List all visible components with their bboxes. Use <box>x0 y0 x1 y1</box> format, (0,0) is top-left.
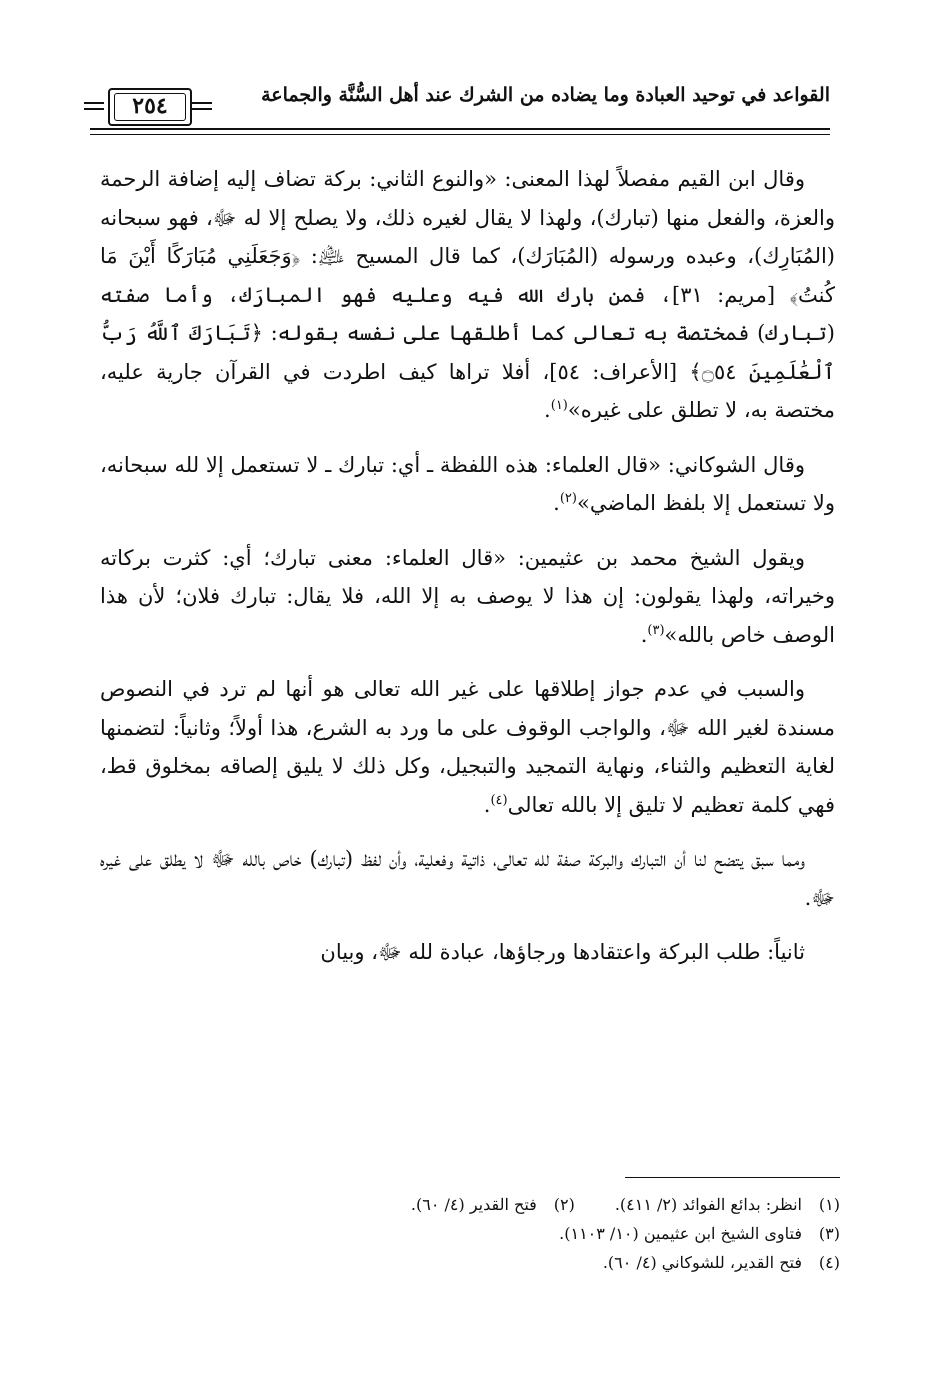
paragraph: ويقول الشيخ محمد بن عثيمين: «قال العلماء: معنى تبارك؛ أي: كثرت بركاته وخيراته، ولهذا يقولون: إن هذا لا يوصف به إلا الله، فلا يقال: تبارك فلان؛ لأن هذا الوصف خاص بالله»$^{(٣)}$. <box>100 545 835 647</box>
paragraph-text: وقال الشوكاني: «قال العلماء: هذه اللفظة ـ أي: تبارك ـ لا تستعمل إلا لله سبحانه، ولا تستعمل إلا بلفظ الماضي» <box>100 452 835 515</box>
footnote-item <box>100 1190 840 1219</box>
footnote-text: فتاوى الشيخ ابن عثيمين (١٠/ ١١٠٣). <box>559 1224 802 1243</box>
footnote-ref: (٣) <box>647 622 665 638</box>
paragraph-text: ثانياً: طلب البركة واعتقادها ورجاؤها، عبادة لله ﷻ، وبيان <box>320 940 805 964</box>
paragraph-text: ومما سبق يتضح لنا أن التبارك والبركة صفة لله تعالى، ذاتية وفعلية، وأن لفظ (تبارك) خاص بالله ﷻ لا يطلق على غيره ﷻ. <box>100 847 835 910</box>
footnote-ref: (٢) <box>559 491 577 506</box>
paragraph: والسبب في عدم جواز إطلاقها على غير الله تعالى هو أنها لم ترد في النصوص مسندة لغير الله ﷻ، والواجب الوقوف على ما ورد به الشرع، هذا أولاً؛ وثانياً: لتضمنها لغاية التعظيم والثناء، ونهاية التمجيد والتبجيل، وكل ذلك لا يليق إلصاقه بمخلوق قط، فهي كلمة تعظيم لا تليق إلا بالله تعالى$^{(٤)}$. <box>100 677 835 817</box>
footnote-text: فتح القدير، للشوكاني (٤/ ٦٠). <box>602 1253 802 1272</box>
footnote-ref: (٤) <box>490 792 508 808</box>
paragraph-text: وقال ابن القيم مفصلاً لهذا المعنى: «والنوع الثاني: بركة تضاف إليه إضافة الرحمة والعزة، والفعل منها (تبارك)، ولهذا لا يقال لغيره ذلك، ولا يصلح إلا له ﷻ، فهو سبحانه (المُبَارِك)، وعبده ورسوله (المُبَارَك)، كما قال المسيح ﵇: ﴿وَجَعَلَنِي مُبَارَكًا أَيْنَ مَا كُنتُ﴾ [مريم: ٣١]، فمن بارك الله فيه وعليه فهو المبارَك، وأما صفته (تبارك) فمختصة به تعالى كما أطلقها على نفسه بقوله: ﴿تَبَارَكَ ٱللَّهُ رَبُّ ٱلْعَٰلَمِينَ ۝٥٤﴾ [الأعراف: ٥٤]، أفلا تراها كيف اطردت في القرآن جارية عليه، مختصة به، لا تطلق على غيره» <box>100 167 835 422</box>
footnote-number: (١) <box>818 1195 840 1214</box>
footnote-number: (٤) <box>818 1253 840 1272</box>
body-text <box>100 160 835 988</box>
footnote-number: (٣) <box>818 1224 840 1243</box>
footnote-text: انظر: بدائع الفوائد (٢/ ٤١١). <box>614 1195 802 1214</box>
header-rule-thin <box>90 134 830 135</box>
paragraph: وقال الشوكاني: «قال العلماء: هذه اللفظة ـ أي: تبارك ـ لا تستعمل إلا لله سبحانه، ولا تستعمل إلا بلفظ الماضي»$^{(٢)}$. <box>100 452 835 515</box>
footnote-item <box>100 1248 840 1277</box>
paragraph-text: والسبب في عدم جواز إطلاقها على غير الله تعالى هو أنها لم ترد في النصوص مسندة لغير الله ﷻ، والواجب الوقوف على ما ورد به الشرع، هذا أولاً؛ وثانياً: لتضمنها لغاية التعظيم والثناء، ونهاية التمجيد والتبجيل، وكل ذلك لا يليق إلصاقه بمخلوق قط، فهي كلمة تعظيم لا تليق إلا بالله تعالى <box>100 677 835 817</box>
footnote-text: فتح القدير (٤/ ٦٠). <box>410 1195 537 1214</box>
footnote-separator <box>625 1177 840 1178</box>
paragraph <box>100 840 835 917</box>
page-number-frame <box>108 88 192 126</box>
header-title: القواعد في توحيد العبادة وما يضاده من الشرك عند أهل السُّنَّة والجماعة <box>261 84 830 106</box>
footnote-item <box>100 1219 840 1248</box>
footnotes <box>100 1190 840 1277</box>
page-number-ornament <box>98 82 208 126</box>
paragraph: وقال ابن القيم مفصلاً لهذا المعنى: «والنوع الثاني: بركة تضاف إليه إضافة الرحمة والعزة، والفعل منها (تبارك)، ولهذا لا يقال لغيره ذلك، ولا يصلح إلا له ﷻ، فهو سبحانه (المُبَارِك)، وعبده ورسوله (المُبَارَك)، كما قال المسيح ﵇: ﴿وَجَعَلَنِي مُبَارَكًا أَيْنَ مَا كُنتُ﴾ [مريم: ٣١]، فمن بارك الله فيه وعليه فهو المبارَك، وأما صفته (تبارك) فمختصة به تعالى كما أطلقها على نفسه بقوله: ﴿تَبَارَكَ ٱللَّهُ رَبُّ ٱلْعَٰلَمِينَ ۝٥٤﴾ [الأعراف: ٥٤]، أفلا تراها كيف اطردت في القرآن جارية عليه، مختصة به، لا تطلق على غيره»$^{(١)}$. <box>100 167 835 422</box>
footnote-number: (٢) <box>553 1195 575 1214</box>
footnote-ref: (١) <box>550 398 568 413</box>
running-header <box>90 78 830 138</box>
page-number: ٢٥٤ <box>132 93 168 119</box>
paragraph-text: ويقول الشيخ محمد بن عثيمين: «قال العلماء: معنى تبارك؛ أي: كثرت بركاته وخيراته، ولهذا يقولون: إن هذا لا يوصف به إلا الله، فلا يقال: تبارك فلان؛ لأن هذا الوصف خاص بالله» <box>100 545 835 647</box>
paragraph <box>100 933 835 972</box>
header-rule-thick <box>90 128 830 130</box>
